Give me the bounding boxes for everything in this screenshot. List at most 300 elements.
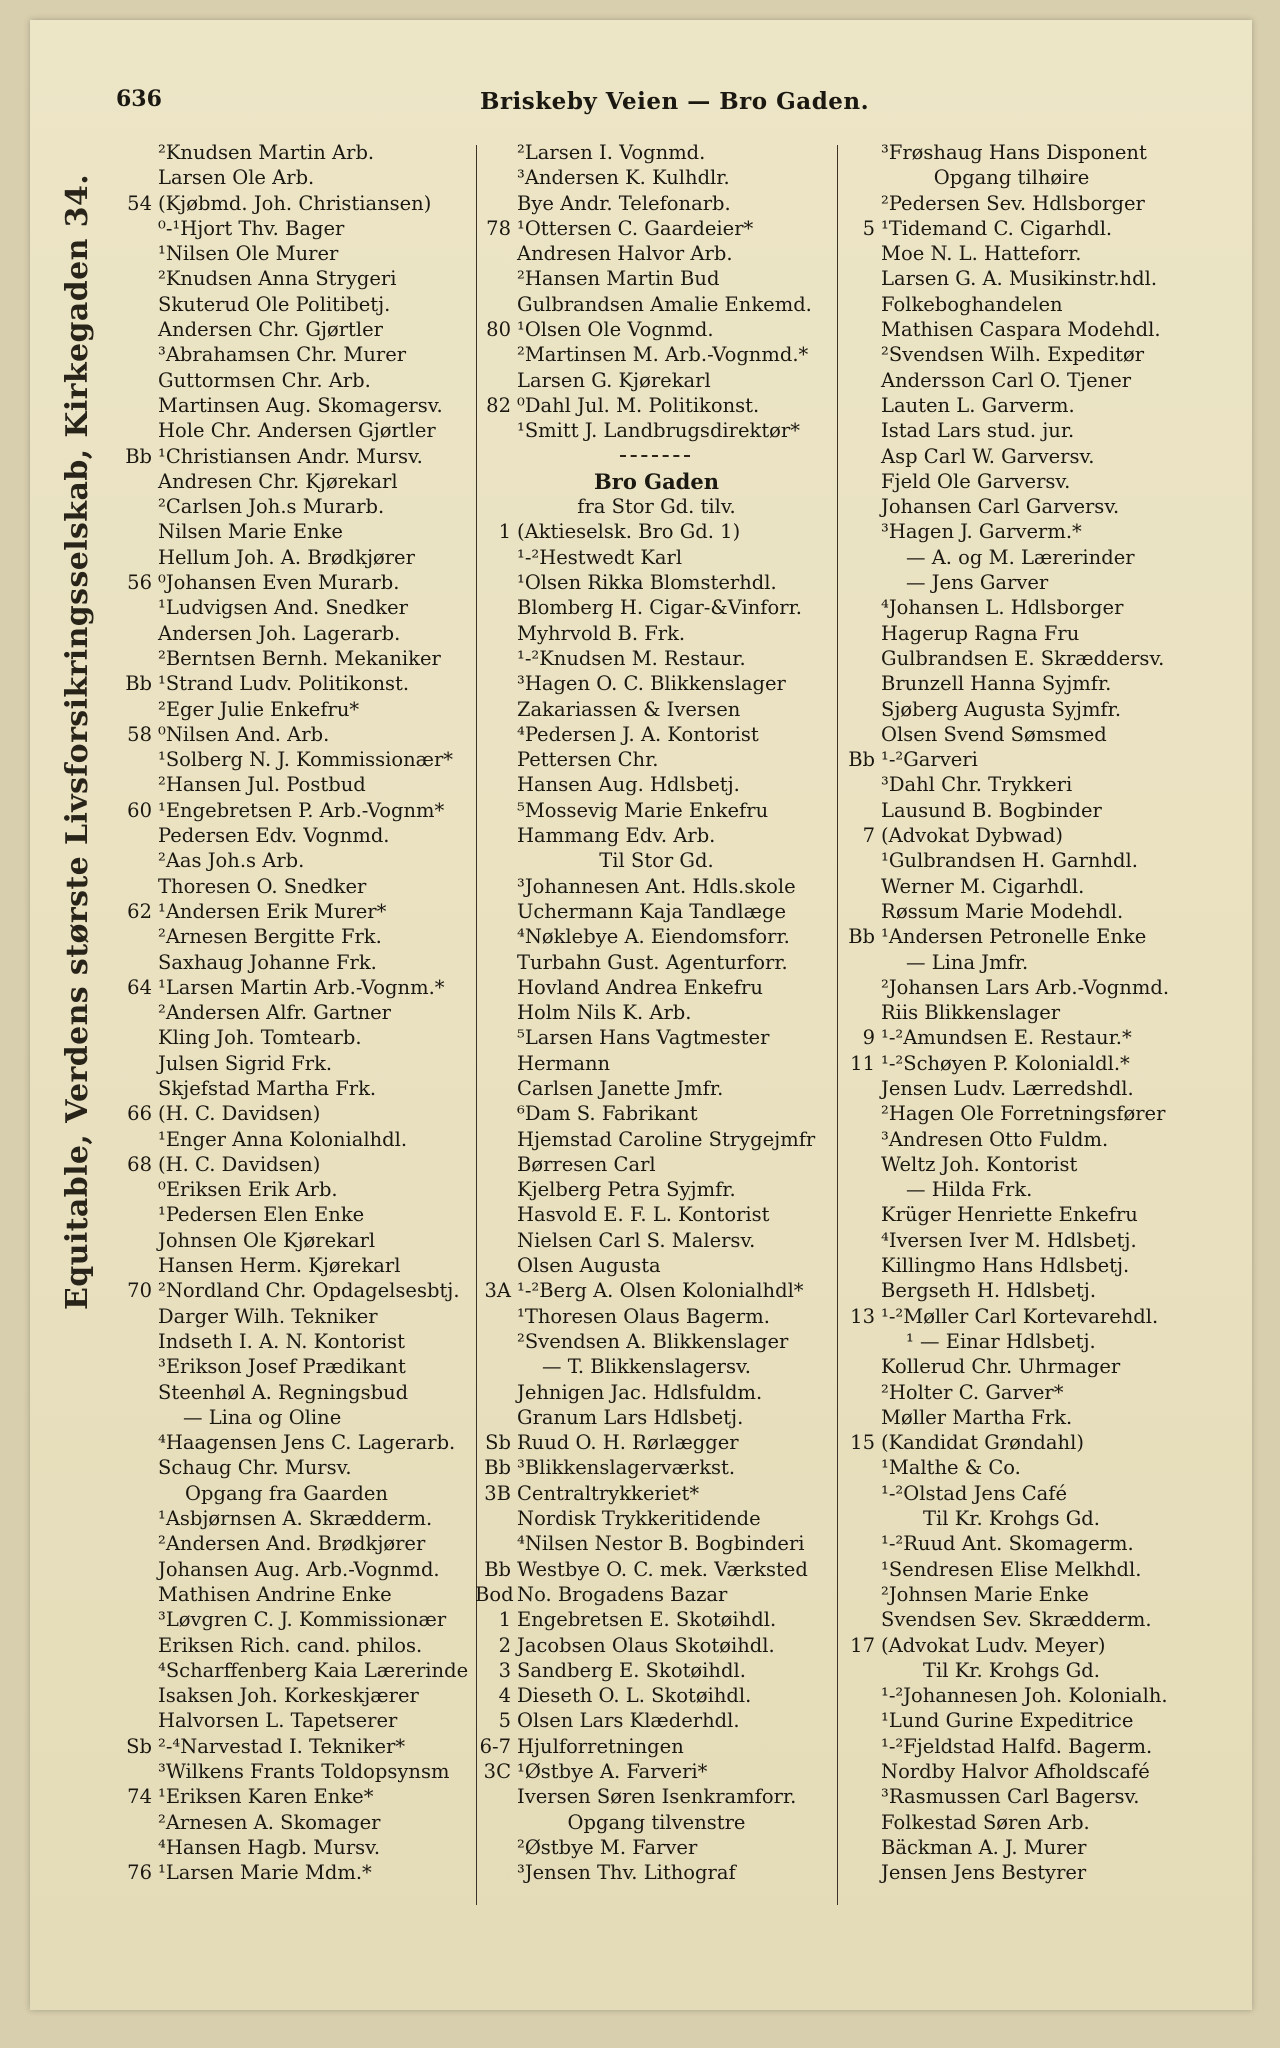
directory-entry xyxy=(475,646,835,671)
house-number xyxy=(835,1228,878,1253)
resident-text: Skuterud Ole Politibetj. xyxy=(158,292,391,316)
resident-text: Dieseth O. L. Skotøihdl. xyxy=(517,1684,752,1708)
directory-entry xyxy=(100,899,470,924)
resident-text: Nilsen Marie Enke xyxy=(158,520,343,544)
directory-entry xyxy=(835,292,1185,317)
house-number xyxy=(835,1759,878,1784)
directory-entry xyxy=(835,1607,1185,1632)
house-number xyxy=(835,874,878,899)
resident-text: Zakariassen & Iversen xyxy=(517,697,741,721)
resident-text: ²Svendsen A. Blikkenslager xyxy=(517,1329,789,1353)
directory-entry xyxy=(100,1051,470,1076)
directory-entry xyxy=(835,545,1185,570)
directory-entry xyxy=(835,519,1185,544)
house-number xyxy=(100,1683,155,1708)
house-number xyxy=(100,1658,155,1683)
directory-entry xyxy=(475,1860,835,1885)
house-number: 4 xyxy=(498,1684,511,1708)
directory-entry xyxy=(475,1784,835,1809)
directory-entry xyxy=(100,1810,470,1835)
directory-entry xyxy=(475,899,835,924)
house-number: 13 xyxy=(850,1304,875,1328)
resident-text: Halvorsen L. Tapetserer xyxy=(158,1709,398,1733)
directory-entry xyxy=(100,494,470,519)
directory-entry xyxy=(475,747,835,772)
resident-text: Nordby Halvor Afholdscafé xyxy=(881,1760,1150,1783)
resident-text: ³Andresen Otto Fuldm. xyxy=(881,1127,1109,1151)
resident-text: ²Andersen And. Brødkjører xyxy=(158,1532,426,1556)
resident-text: ²Berntsen Bernh. Mekaniker xyxy=(158,646,441,670)
house-number xyxy=(100,266,155,291)
house-number xyxy=(835,444,878,469)
directory-entry xyxy=(100,570,470,595)
house-number xyxy=(475,342,514,367)
resident-text: Blomberg H. Cigar-&Vinforr. xyxy=(517,596,802,620)
directory-entry xyxy=(100,1481,470,1506)
resident-text: Bergseth H. Hdlsbetj. xyxy=(881,1279,1097,1303)
resident-text: ¹Olsen Ole Vognmd. xyxy=(517,318,714,342)
resident-text: (H. C. Davidsen) xyxy=(158,1152,321,1176)
directory-entry xyxy=(475,418,835,443)
house-number: 11 xyxy=(850,1051,875,1075)
resident-text: ¹-²Ruud Ant. Skomagerm. xyxy=(881,1532,1134,1556)
directory-entry xyxy=(475,975,835,1000)
house-number xyxy=(100,1025,155,1050)
house-number xyxy=(835,1278,878,1303)
directory-entry xyxy=(835,469,1185,494)
resident-text: ²Hansen Jul. Postbud xyxy=(158,773,366,797)
resident-text: ¹Engebretsen P. Arb.-Vognm* xyxy=(158,798,445,822)
house-number xyxy=(475,1405,514,1430)
house-number xyxy=(100,1506,155,1531)
directory-entry xyxy=(475,1025,835,1050)
house-number xyxy=(100,595,155,620)
directory-entry xyxy=(835,848,1185,873)
directory-entry xyxy=(835,494,1185,519)
resident-text: Andresen Chr. Kjørekarl xyxy=(158,469,398,493)
directory-entry xyxy=(835,772,1185,797)
house-number xyxy=(100,1304,155,1329)
house-number: 1 xyxy=(498,520,511,544)
directory-entry xyxy=(100,165,470,190)
directory-entry xyxy=(475,1607,835,1632)
directory-entry xyxy=(835,1127,1185,1152)
resident-text: (Advokat Dybwad) xyxy=(881,824,1063,848)
directory-entry xyxy=(475,165,835,190)
directory-entry xyxy=(100,722,470,747)
directory-entry xyxy=(835,823,1185,848)
house-number xyxy=(100,1354,155,1379)
directory-entry xyxy=(835,747,1185,772)
resident-text: Kling Joh. Tomtearb. xyxy=(158,1026,362,1050)
house-number xyxy=(475,1101,514,1126)
house-number xyxy=(835,469,878,494)
resident-text: ¹ — Einar Hdlsbetj. xyxy=(906,1329,1096,1353)
house-number xyxy=(100,1253,155,1278)
house-number: 3 xyxy=(498,1658,511,1682)
resident-text: ⁰-¹Hjort Thv. Bager xyxy=(158,216,345,240)
resident-text: Uchermann Kaja Tandlæge xyxy=(517,899,787,923)
directory-entry xyxy=(835,1531,1185,1556)
house-number xyxy=(100,1708,155,1733)
house-number: 3C xyxy=(483,1760,511,1783)
resident-text: ³Wilkens Frants Toldopsynsm xyxy=(158,1760,450,1783)
resident-text: Folkeboghandelen xyxy=(881,292,1063,316)
house-number xyxy=(835,342,878,367)
house-number: 9 xyxy=(862,1026,875,1050)
house-number xyxy=(475,1253,514,1278)
house-number: 56 xyxy=(127,571,152,595)
resident-text: ³Løvgren C. J. Kommissionær xyxy=(158,1608,447,1632)
house-number xyxy=(100,1076,155,1101)
resident-text: ¹Andersen Erik Murer* xyxy=(158,899,387,923)
directory-entry xyxy=(835,722,1185,747)
house-number: 6-7 xyxy=(479,1734,511,1758)
house-number: Bb xyxy=(484,1557,511,1581)
directory-entry xyxy=(835,621,1185,646)
directory-entry xyxy=(835,874,1185,899)
resident-text: ¹Lund Gurine Expeditrice xyxy=(881,1709,1134,1733)
house-number xyxy=(100,1228,155,1253)
resident-text: ¹Tidemand C. Cigarhdl. xyxy=(881,216,1113,240)
directory-entry xyxy=(100,1076,470,1101)
directory-entry xyxy=(835,1354,1185,1379)
house-number: 78 xyxy=(486,216,511,240)
directory-entry xyxy=(100,823,470,848)
directory-entry xyxy=(475,1253,835,1278)
house-number xyxy=(475,1304,514,1329)
house-number xyxy=(475,368,514,393)
resident-text: ²Hansen Martin Bud xyxy=(517,267,720,291)
house-number xyxy=(835,975,878,1000)
directory-entry xyxy=(100,342,470,367)
resident-text: Riis Blikkenslager xyxy=(881,1001,1061,1025)
resident-text: ¹-²Garveri xyxy=(881,748,978,772)
resident-text: Indseth I. A. N. Kontorist xyxy=(158,1329,405,1353)
house-number xyxy=(475,1177,514,1202)
house-number xyxy=(835,1354,878,1379)
directory-entry xyxy=(475,1531,835,1556)
resident-text: ¹Smitt J. Landbrugsdirektør* xyxy=(517,419,800,443)
resident-text: ³Johannesen Ant. Hdls.skole xyxy=(517,874,796,898)
directory-entry xyxy=(100,216,470,241)
directory-entry xyxy=(100,545,470,570)
directory-entry xyxy=(835,1051,1185,1076)
resident-text: ⁴Hansen Hagb. Mursv. xyxy=(158,1835,381,1859)
house-number xyxy=(100,1582,155,1607)
house-number xyxy=(475,671,514,696)
house-number xyxy=(475,874,514,899)
house-number: 64 xyxy=(127,975,152,999)
resident-text: ¹Enger Anna Kolonialhdl. xyxy=(158,1127,408,1151)
directory-entry xyxy=(835,1759,1185,1784)
resident-text: ¹-²Johannesen Joh. Kolonialh. xyxy=(881,1684,1168,1708)
resident-text: ²Johnsen Marie Enke xyxy=(881,1582,1089,1606)
directory-entry xyxy=(475,1633,835,1658)
resident-text: ¹Andersen Petronelle Enke xyxy=(881,925,1147,949)
resident-text: Saxhaug Johanne Frk. xyxy=(158,950,377,974)
resident-text: Folkestad Søren Arb. xyxy=(881,1810,1090,1834)
directory-entry xyxy=(475,1455,835,1480)
directory-entry xyxy=(475,140,835,165)
house-number xyxy=(835,671,878,696)
house-number xyxy=(475,823,514,848)
house-number xyxy=(475,191,514,216)
directory-entry xyxy=(475,1152,835,1177)
directory-entry xyxy=(475,1481,835,1506)
directory-entry xyxy=(835,1835,1185,1860)
house-number: Bod xyxy=(475,1582,514,1606)
house-number xyxy=(100,1810,155,1835)
directory-entry xyxy=(475,469,835,494)
resident-text: ²-⁴Narvestad I. Tekniker* xyxy=(158,1734,406,1758)
house-number xyxy=(475,595,514,620)
directory-entry xyxy=(100,874,470,899)
resident-text: Hansen Herm. Kjørekarl xyxy=(158,1254,401,1278)
resident-text: Hagerup Ragna Fru xyxy=(881,621,1080,645)
resident-text: Børresen Carl xyxy=(517,1152,656,1176)
resident-text: ³Erikson Josef Prædikant xyxy=(158,1355,406,1379)
resident-text: Larsen Ole Arb. xyxy=(158,166,315,190)
house-number xyxy=(835,1202,878,1227)
resident-text: Killingmo Hans Hdlsbetj. xyxy=(881,1254,1130,1278)
directory-entry xyxy=(100,1633,470,1658)
house-number xyxy=(835,292,878,317)
directory-entry xyxy=(100,646,470,671)
resident-text: ¹Olsen Rikka Blomsterhdl. xyxy=(517,571,777,595)
resident-text: ¹Solberg N. J. Kommissionær* xyxy=(158,748,454,772)
resident-text: ³Jensen Thv. Lithograf xyxy=(517,1861,736,1885)
directory-entry xyxy=(475,1506,835,1531)
resident-text: Lausund B. Bogbinder xyxy=(881,798,1102,822)
house-number xyxy=(475,621,514,646)
resident-text: ⁴Scharffenberg Kaia Lærerinde xyxy=(158,1658,469,1682)
resident-text: ¹Malthe & Co. xyxy=(881,1456,1021,1480)
directory-entry xyxy=(100,317,470,342)
house-number: Sb xyxy=(126,1734,152,1758)
page-header: Briskeby Veien — Bro Gaden. xyxy=(480,88,870,115)
resident-text: ⁰Dahl Jul. M. Politikonst. xyxy=(517,393,760,417)
resident-text: Olsen Lars Klæderhdl. xyxy=(517,1709,740,1733)
house-number xyxy=(100,874,155,899)
house-number xyxy=(100,1051,155,1076)
resident-text: Lauten L. Garverm. xyxy=(881,393,1075,417)
resident-text: Opgang tilvenstre xyxy=(567,1810,746,1834)
directory-entry xyxy=(100,1708,470,1733)
column-1 xyxy=(100,140,470,1885)
resident-text: ²Aas Joh.s Arb. xyxy=(158,849,305,873)
directory-entry xyxy=(835,140,1185,165)
directory-entry xyxy=(100,1405,470,1430)
house-number xyxy=(475,1354,514,1379)
directory-entry xyxy=(835,418,1185,443)
house-number xyxy=(100,368,155,393)
house-number xyxy=(835,1152,878,1177)
resident-text: ²Johansen Lars Arb.-Vognmd. xyxy=(881,975,1170,999)
house-number xyxy=(100,494,155,519)
resident-text: ¹Larsen Martin Arb.-Vognm.* xyxy=(158,975,445,999)
directory-entry xyxy=(475,317,835,342)
resident-text: ¹Asbjørnsen A. Skrædderm. xyxy=(158,1507,433,1531)
house-number xyxy=(835,393,878,418)
resident-text: Hjemstad Caroline Strygejmfr xyxy=(517,1127,816,1151)
column-3 xyxy=(835,140,1185,1885)
directory-entry xyxy=(100,191,470,216)
resident-text: ²Carlsen Joh.s Murarb. xyxy=(158,495,385,519)
resident-text: No. Brogadens Bazar xyxy=(517,1582,728,1606)
house-number xyxy=(100,418,155,443)
resident-text: Mathisen Caspara Modehdl. xyxy=(881,318,1161,342)
house-number xyxy=(475,1531,514,1556)
resident-text: ¹Thoresen Olaus Bagerm. xyxy=(517,1304,770,1328)
house-number: 54 xyxy=(127,191,152,215)
house-number xyxy=(475,570,514,595)
house-number xyxy=(835,1481,878,1506)
house-number xyxy=(475,165,514,190)
directory-entry xyxy=(100,1202,470,1227)
resident-text: ¹Christiansen Andr. Mursv. xyxy=(158,444,423,468)
house-number xyxy=(100,848,155,873)
resident-text: Til Stor Gd. xyxy=(599,849,714,873)
house-number xyxy=(100,621,155,646)
resident-text: ²Svendsen Wilh. Expeditør xyxy=(881,343,1145,367)
directory-entry xyxy=(475,1810,835,1835)
directory-entry xyxy=(475,924,835,949)
resident-text: ²Arnesen A. Skomager xyxy=(158,1810,381,1834)
resident-text: Johansen Carl Garversv. xyxy=(881,495,1120,519)
resident-text: ³Dahl Chr. Trykkeri xyxy=(881,773,1073,797)
directory-entry xyxy=(475,1557,835,1582)
resident-text: Johansen Aug. Arb.-Vognmd. xyxy=(158,1557,440,1581)
resident-text: (H. C. Davidsen) xyxy=(158,1102,321,1126)
resident-text: Hjulforretningen xyxy=(517,1734,684,1758)
directory-entry xyxy=(475,848,835,873)
house-number xyxy=(100,950,155,975)
house-number xyxy=(100,216,155,241)
directory-entry xyxy=(835,1734,1185,1759)
resident-text: Turbahn Gust. Agenturforr. xyxy=(517,950,788,974)
directory-entry xyxy=(835,646,1185,671)
directory-entry xyxy=(475,1202,835,1227)
house-number xyxy=(475,950,514,975)
house-number: Bb xyxy=(125,444,152,468)
directory-entry xyxy=(100,241,470,266)
resident-text: ¹Eriksen Karen Enke* xyxy=(158,1785,374,1809)
directory-entry xyxy=(835,444,1185,469)
resident-text: ⁴Pedersen J. A. Kontorist xyxy=(517,722,759,746)
directory-page xyxy=(30,20,1252,2010)
directory-entry xyxy=(100,1835,470,1860)
directory-entry xyxy=(100,1000,470,1025)
house-number xyxy=(100,1430,155,1455)
resident-text: Nordisk Trykkeritidende xyxy=(517,1507,761,1531)
resident-text: — Jens Garver xyxy=(906,571,1049,595)
directory-entry xyxy=(835,1329,1185,1354)
resident-text: ⁴Haagensen Jens C. Lagerarb. xyxy=(158,1431,456,1455)
resident-text: ²Holter C. Garver* xyxy=(881,1380,1064,1404)
directory-entry xyxy=(475,595,835,620)
directory-entry xyxy=(475,1329,835,1354)
directory-entry xyxy=(835,1481,1185,1506)
directory-entry xyxy=(835,1557,1185,1582)
directory-entry xyxy=(475,950,835,975)
directory-entry xyxy=(100,1278,470,1303)
house-number xyxy=(475,1025,514,1050)
house-number: 5 xyxy=(498,1709,511,1733)
house-number xyxy=(835,1329,878,1354)
directory-entry xyxy=(100,772,470,797)
house-number xyxy=(475,1051,514,1076)
house-number xyxy=(100,292,155,317)
directory-entry xyxy=(100,1860,470,1885)
house-number xyxy=(100,140,155,165)
directory-entry xyxy=(835,899,1185,924)
house-number: 66 xyxy=(127,1102,152,1126)
directory-entry xyxy=(100,393,470,418)
directory-entry xyxy=(475,266,835,291)
directory-entry xyxy=(100,1557,470,1582)
house-number xyxy=(100,747,155,772)
house-number: Sb xyxy=(485,1431,511,1455)
directory-entry xyxy=(100,1101,470,1126)
directory-entry xyxy=(475,621,835,646)
directory-entry xyxy=(100,1025,470,1050)
directory-entry xyxy=(100,418,470,443)
house-number xyxy=(835,722,878,747)
resident-text: ¹Pedersen Elen Enke xyxy=(158,1203,365,1227)
resident-text: — Hilda Frk. xyxy=(906,1178,1033,1202)
directory-entry xyxy=(100,747,470,772)
resident-text: Pedersen Edv. Vognmd. xyxy=(158,824,390,848)
resident-text: Carlsen Janette Jmfr. xyxy=(517,1076,724,1100)
house-number xyxy=(475,1329,514,1354)
house-number xyxy=(100,393,155,418)
house-number xyxy=(475,1835,514,1860)
house-number xyxy=(475,722,514,747)
directory-entry xyxy=(835,924,1185,949)
house-number: 3A xyxy=(484,1279,511,1303)
house-number xyxy=(100,823,155,848)
directory-entry xyxy=(475,393,835,418)
house-number xyxy=(835,848,878,873)
resident-text: ¹-²Schøyen P. Kolonialdl.* xyxy=(881,1051,1130,1075)
house-number: 17 xyxy=(850,1633,875,1657)
house-number xyxy=(835,1455,878,1480)
resident-text: ⁵Larsen Hans Vagtmester xyxy=(517,1026,770,1050)
resident-text: Holm Nils K. Arb. xyxy=(517,1001,692,1025)
directory-entry xyxy=(100,1582,470,1607)
directory-entry xyxy=(100,848,470,873)
directory-entry xyxy=(100,1455,470,1480)
resident-text: Weltz Joh. Kontorist xyxy=(881,1152,1078,1176)
resident-text: Hole Chr. Andersen Gjørtler xyxy=(158,419,436,443)
house-number xyxy=(835,646,878,671)
resident-text: ²Eger Julie Enkefru* xyxy=(158,697,360,721)
directory-entry xyxy=(100,671,470,696)
house-number xyxy=(835,798,878,823)
directory-entry xyxy=(835,1253,1185,1278)
house-number xyxy=(100,165,155,190)
house-number xyxy=(100,1000,155,1025)
resident-text: ³Hagen J. Garverm.* xyxy=(881,520,1082,544)
house-number xyxy=(475,747,514,772)
page-number: 636 xyxy=(116,86,162,112)
directory-entry xyxy=(100,266,470,291)
resident-text: Nielsen Carl S. Malersv. xyxy=(517,1228,756,1252)
directory-entry xyxy=(100,595,470,620)
resident-text: Ruud O. H. Rørlægger xyxy=(517,1431,739,1455)
house-number xyxy=(835,140,878,165)
